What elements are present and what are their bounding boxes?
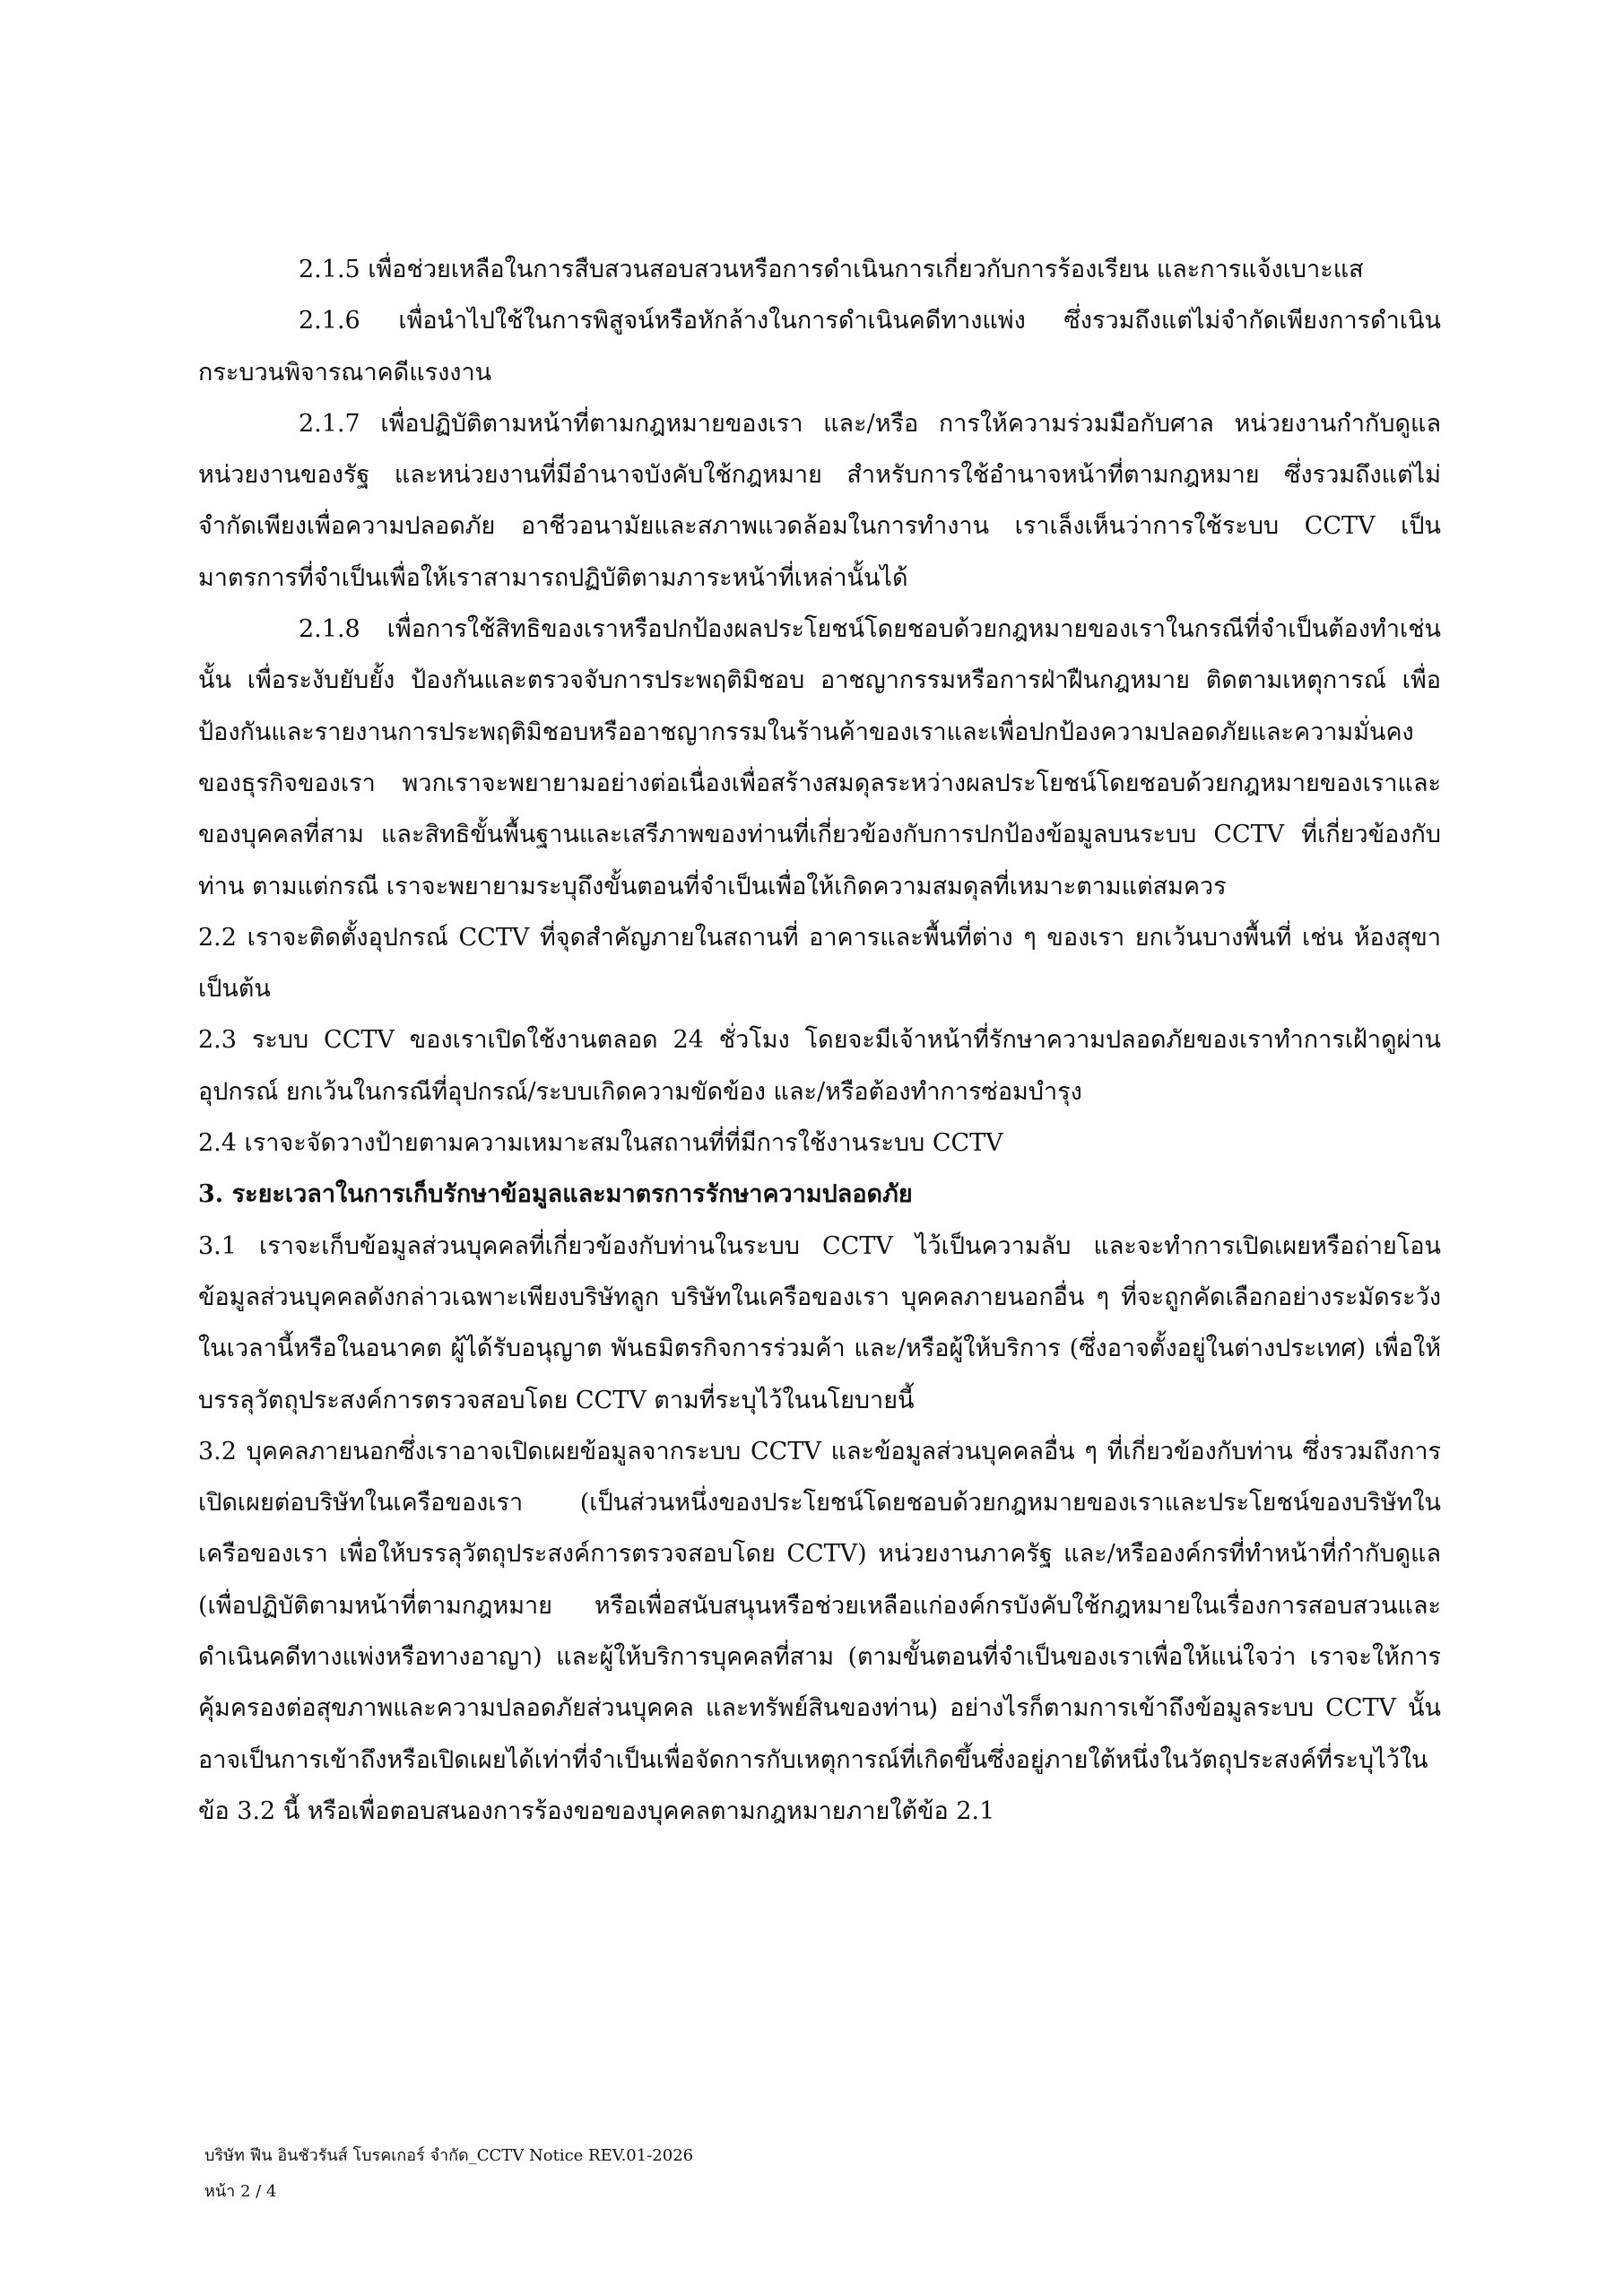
paragraph-2-1-8: 2.1.8 เพื่อการใช้สิทธิของเราหรือปกป้องผลประโยชน์โดยชอบด้วยกฎหมายของเราในกรณีที่จำเป็นต้องทำเช่นนั้น เพื่อระงับยับยั้ง ป้องกันและตรวจจับการประพฤติมิชอบ อาชญากรรมหรือการฝ่าฝืนกฎหมาย ติดตามเหตุการณ์ เพื่อป้องกันและรายงานการประพฤติมิชอบหรืออาชญากรรมในร้านค้าของเราและเพื่อปกป้องความปลอดภัยและความมั่นคงของธุรกิจของเรา พวกเราจะพยายามอย่างต่อเนื่องเพื่อสร้างสมดุลระหว่างผลประโยชน์โดยชอบด้วยกฎหมายของเราและของบุคคลที่สาม และสิทธิขั้นพื้นฐานและเสรีภาพของท่านที่เกี่ยวข้องกับการปกป้องข้อมูลบนระบบ CCTV ที่เกี่ยวข้องกับท่าน ตามแต่กรณี เราจะพยายามระบุถึงขั้นตอนที่จำเป็นเพื่อให้เกิดความสมดุลที่เหมาะตามแต่สมควร <box>198 615 1441 900</box>
section-heading-3: 3. ระยะเวลาในการเก็บรักษาข้อมูลและมาตรการรักษาความปลอดภัย <box>198 1180 913 1209</box>
paragraph-2-1-5: 2.1.5 เพื่อช่วยเหลือในการสืบสวนสอบสวนหรือการดำเนินการเกี่ยวกับการร้องเรียน และการแจ้งเบาะแส <box>299 256 1364 283</box>
paragraph-2-1-6: 2.1.6 เพื่อนำไปใช้ในการพิสูจน์หรือหักล้างในการดำเนินคดีทางแพ่ง ซึ่งรวมถึงแต่ไม่จำกัดเพียงการดำเนินกระบวนพิจารณาคดีแรงงาน <box>198 307 1441 387</box>
footer-document-id: บริษัท ฟีน อินชัวรันส์ โบรคเกอร์ จำกัด_CCTV Notice REV.01-2026 <box>204 2146 694 2165</box>
paragraph-2-2: 2.2 เราจะติดตั้งอุปกรณ์ CCTV ที่จุดสำคัญภายในสถานที่ อาคารและพื้นที่ต่าง ๆ ของเรา ยกเว้นบางพื้นที่ เช่น ห้องสุขา เป็นต้น <box>198 923 1441 1004</box>
document-body <box>198 244 1441 1837</box>
paragraph-2-3: 2.3 ระบบ CCTV ของเราเปิดใช้งานตลอด 24 ชั่วโมง โดยจะมีเจ้าหน้าที่รักษาความปลอดภัยของเราทำการเฝ้าดูผ่านอุปกรณ์ ยกเว้นในกรณีที่อุปกรณ์/ระบบเกิดความขัดข้อง และ/หรือต้องทำการซ่อมบำรุง <box>198 1026 1441 1106</box>
paragraph-3-1: 3.1 เราจะเก็บข้อมูลส่วนบุคคลที่เกี่ยวข้องกับท่านในระบบ CCTV ไว้เป็นความลับ และจะทำการเปิดเผยหรือถ่ายโอนข้อมูลส่วนบุคคลดังกล่าวเฉพาะเพียงบริษัทลูก บริษัทในเครือของเรา บุคคลภายนอกอื่น ๆ ที่จะถูกคัดเลือกอย่างระมัดระวังในเวลานี้หรือในอนาคต ผู้ได้รับอนุญาต พันธมิตรกิจการร่วมค้า และ/หรือผู้ให้บริการ (ซึ่งอาจตั้งอยู่ในต่างประเทศ) เพื่อให้บรรลุวัตถุประสงค์การตรวจสอบโดย CCTV ตามที่ระบุไว้ในนโยบายนี้ <box>198 1231 1441 1414</box>
paragraph-2-4: 2.4 เราจะจัดวางป้ายตามความเหมาะสมในสถานที่ที่มีการใช้งานระบบ CCTV <box>198 1129 1003 1158</box>
page-footer <box>204 2138 1011 2210</box>
paragraph-2-1-7: 2.1.7 เพื่อปฏิบัติตามหน้าที่ตามกฎหมายของเรา และ/หรือ การให้ความร่วมมือกับศาล หน่วยงานกำกับดูแล หน่วยงานของรัฐ และหน่วยงานที่มีอำนาจบังคับใช้กฎหมาย สำหรับการใช้อำนาจหน้าที่ตามกฎหมาย ซึ่งรวมถึงแต่ไม่จำกัดเพียงเพื่อความปลอดภัย อาชีวอนามัยและสภาพแวดล้อมในการทำงาน เราเล็งเห็นว่าการใช้ระบบ CCTV เป็นมาตรการที่จำเป็นเพื่อให้เราสามารถปฏิบัติตามภาระหน้าที่เหล่านั้นได้ <box>198 409 1441 592</box>
footer-page-number: หน้า 2 / 4 <box>204 2182 277 2201</box>
paragraph-3-2: 3.2 บุคคลภายนอกซึ่งเราอาจเปิดเผยข้อมูลจากระบบ CCTV และข้อมูลส่วนบุคคลอื่น ๆ ที่เกี่ยวข้องกับท่าน ซึ่งรวมถึงการเปิดเผยต่อบริษัทในเครือของเรา (เป็นส่วนหนึ่งของประโยชน์โดยชอบด้วยกฎหมายของเราและประโยชน์ของบริษัทในเครือของเรา เพื่อให้บรรลุวัตถุประสงค์การตรวจสอบโดย CCTV) หน่วยงานภาครัฐ และ/หรือองค์กรที่ทำหน้าที่กำกับดูแล (เพื่อปฏิบัติตามหน้าที่ตามกฎหมาย หรือเพื่อสนับสนุนหรือช่วยเหลือแก่องค์กรบังคับใช้กฎหมายในเรื่องการสอบสวนและดำเนินคดีทางแพ่งหรือทางอาญา) และผู้ให้บริการบุคคลที่สาม (ตามขั้นตอนที่จำเป็นของเราเพื่อให้แน่ใจว่า เราจะให้การคุ้มครองต่อสุขภาพและความปลอดภัยส่วนบุคคล และทรัพย์สินของท่าน) อย่างไรก็ตามการเข้าถึงข้อมูลระบบ CCTV นั้นอาจเป็นการเข้าถึงหรือเปิดเผยได้เท่าที่จำเป็นเพื่อจัดการกับเหตุการณ์ที่เกิดขึ้นซึ่งอยู่ภายใต้หนึ่งในวัตถุประสงค์ที่ระบุไว้ในข้อ 3.2 นี้ หรือเพื่อตอบสนองการร้องขอของบุคคลตามกฎหมายภายใต้ข้อ 2.1 <box>198 1437 1441 1825</box>
